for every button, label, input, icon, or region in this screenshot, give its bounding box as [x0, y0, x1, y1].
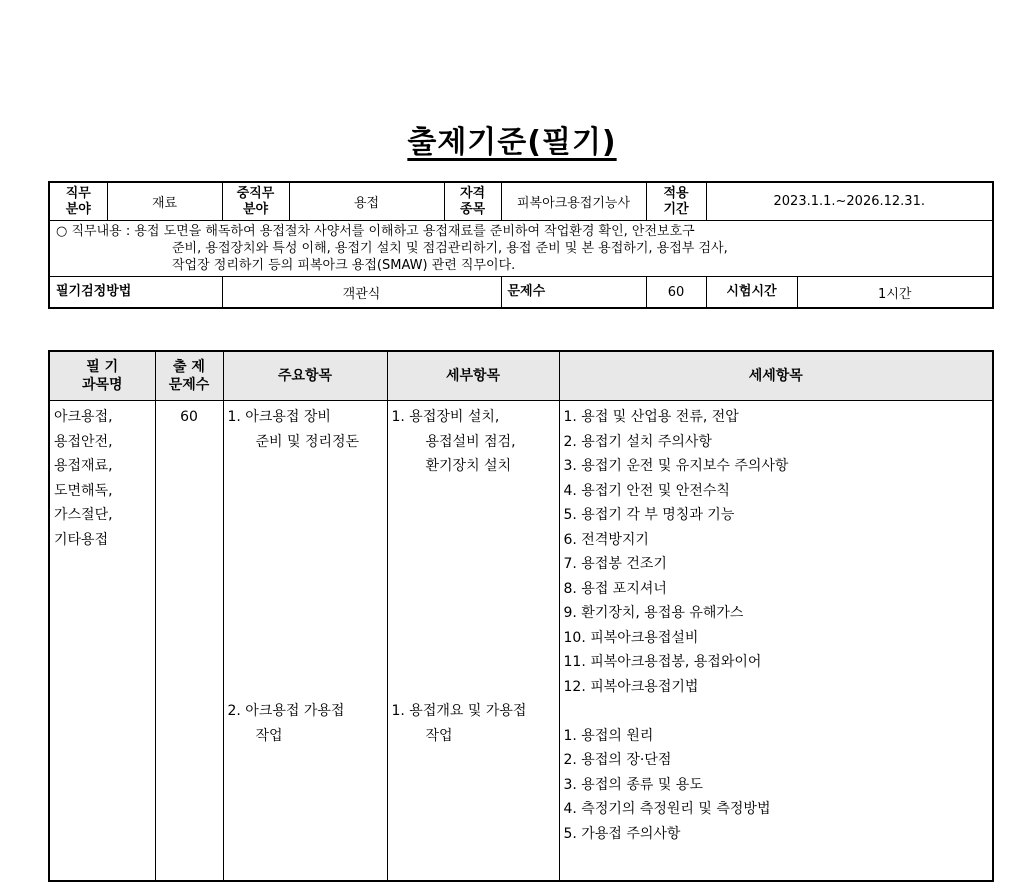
- job-description: [49, 221, 993, 277]
- detail-item-cell: [559, 401, 993, 881]
- subject-name: 아크용접,: [54, 409, 113, 425]
- subject-name: 도면해독,: [54, 482, 113, 499]
- sub-item-line: 작업: [425, 727, 453, 744]
- description-line: 준비, 용접장치와 특성 이해, 용접기 설치 및 점검관리하기, 용접 준비 및 본 용접하기, 용접부 검사,: [172, 241, 728, 256]
- count-label: 문제수: [501, 277, 646, 309]
- main-item-line: 2. 아크용접 가용접: [227, 703, 345, 719]
- job-field-value: 재료: [107, 182, 222, 221]
- main-item-line: 작업: [255, 727, 283, 744]
- detail-item: 6. 전격방지기: [563, 531, 649, 548]
- header-sub-item: 세부항목: [387, 351, 559, 401]
- detail-item: 3. 용접의 종류 및 용도: [563, 776, 703, 793]
- header-subject: 필 기 과목명: [49, 351, 155, 401]
- detail-item: 1. 용접의 원리: [563, 727, 654, 744]
- detail-item: 9. 환기장치, 용접용 유해가스: [563, 605, 744, 621]
- detail-item: 12. 피복아크용접기법: [563, 678, 699, 695]
- subject-name: 기타용접: [54, 531, 109, 548]
- page-title: 출제기준(필기): [407, 125, 617, 160]
- header-detail-item: 세세항목: [559, 351, 993, 401]
- subject-name: 용접재료,: [54, 458, 113, 474]
- description-line: 작업장 정리하기 등의 피복아크 용접(SMAW) 관련 직무이다.: [172, 258, 516, 273]
- standards-header-row: [49, 351, 993, 401]
- sub-field-label: 중직무 분야: [222, 182, 289, 221]
- info-table: [48, 181, 994, 309]
- job-field-label: 직무 분야: [49, 182, 107, 221]
- main-item-line: 준비 및 정리정돈: [255, 433, 360, 450]
- header-main-item: 주요항목: [223, 351, 387, 401]
- sub-item-cell: [387, 401, 559, 881]
- subject-name: 용접안전,: [54, 433, 113, 450]
- detail-item: 7. 용접봉 건조기: [563, 556, 667, 572]
- questions-cell: [155, 401, 223, 881]
- detail-item: 1. 용접 및 산업용 전류, 전압: [563, 409, 739, 425]
- sub-item-line: 1. 용접개요 및 가용접: [391, 703, 527, 719]
- description-line: ○ 직무내용 : 용접 도면을 해독하여 용접절차 사양서를 이해하고 용접재료를 준비하여 작업환경 확인, 안전보호구: [56, 224, 695, 239]
- period-value: 2023.1.1.~2026.12.31.: [706, 182, 993, 221]
- count-value: 60: [646, 277, 706, 309]
- detail-item: 11. 피복아크용접봉, 용접와이어: [563, 654, 762, 670]
- detail-item: 4. 용접기 안전 및 안전수칙: [563, 482, 730, 499]
- main-item-cell: [223, 401, 387, 881]
- header-questions: 출 제 문제수: [155, 351, 223, 401]
- method-row: [49, 277, 993, 309]
- sub-field-value: 용접: [289, 182, 444, 221]
- method-label: 필기검정방법: [49, 277, 222, 309]
- subject-cell: [49, 401, 155, 881]
- detail-item: 4. 측정기의 측정원리 및 측정방법: [563, 801, 771, 817]
- cert-value: 피복아크용접기능사: [501, 182, 646, 221]
- time-cell: [706, 277, 993, 309]
- subject-name: 가스절단,: [54, 507, 113, 523]
- detail-item: 2. 용접의 장·단점: [563, 752, 672, 768]
- detail-item: 5. 가용접 주의사항: [563, 825, 681, 842]
- method-value: 객관식: [222, 277, 501, 309]
- detail-item: 5. 용접기 각 부 명칭과 기능: [563, 507, 735, 523]
- standards-body-row: [49, 401, 993, 881]
- sub-item-line: 환기장치 설치: [425, 458, 512, 474]
- detail-item: 3. 용접기 운전 및 유지보수 주의사항: [563, 458, 789, 474]
- sub-item-line: 용접설비 점검,: [425, 433, 516, 450]
- time-label: 시험시간: [707, 277, 798, 307]
- detail-item: 8. 용접 포지셔너: [563, 580, 667, 597]
- description-row: [49, 221, 993, 277]
- sub-item-line: 1. 용접장비 설치,: [391, 409, 500, 425]
- detail-item: 10. 피복아크용접설비: [563, 629, 699, 646]
- period-label: 적용 기간: [646, 182, 706, 221]
- standards-table: [48, 350, 994, 882]
- time-value: 1시간: [878, 286, 912, 302]
- question-count: 60: [180, 409, 198, 425]
- cert-label: 자격 종목: [444, 182, 501, 221]
- page-title-wrap: [0, 117, 1024, 161]
- info-row: [49, 182, 993, 221]
- main-item-line: 1. 아크용접 장비: [227, 409, 331, 425]
- detail-item: 2. 용접기 설치 주의사항: [563, 433, 712, 450]
